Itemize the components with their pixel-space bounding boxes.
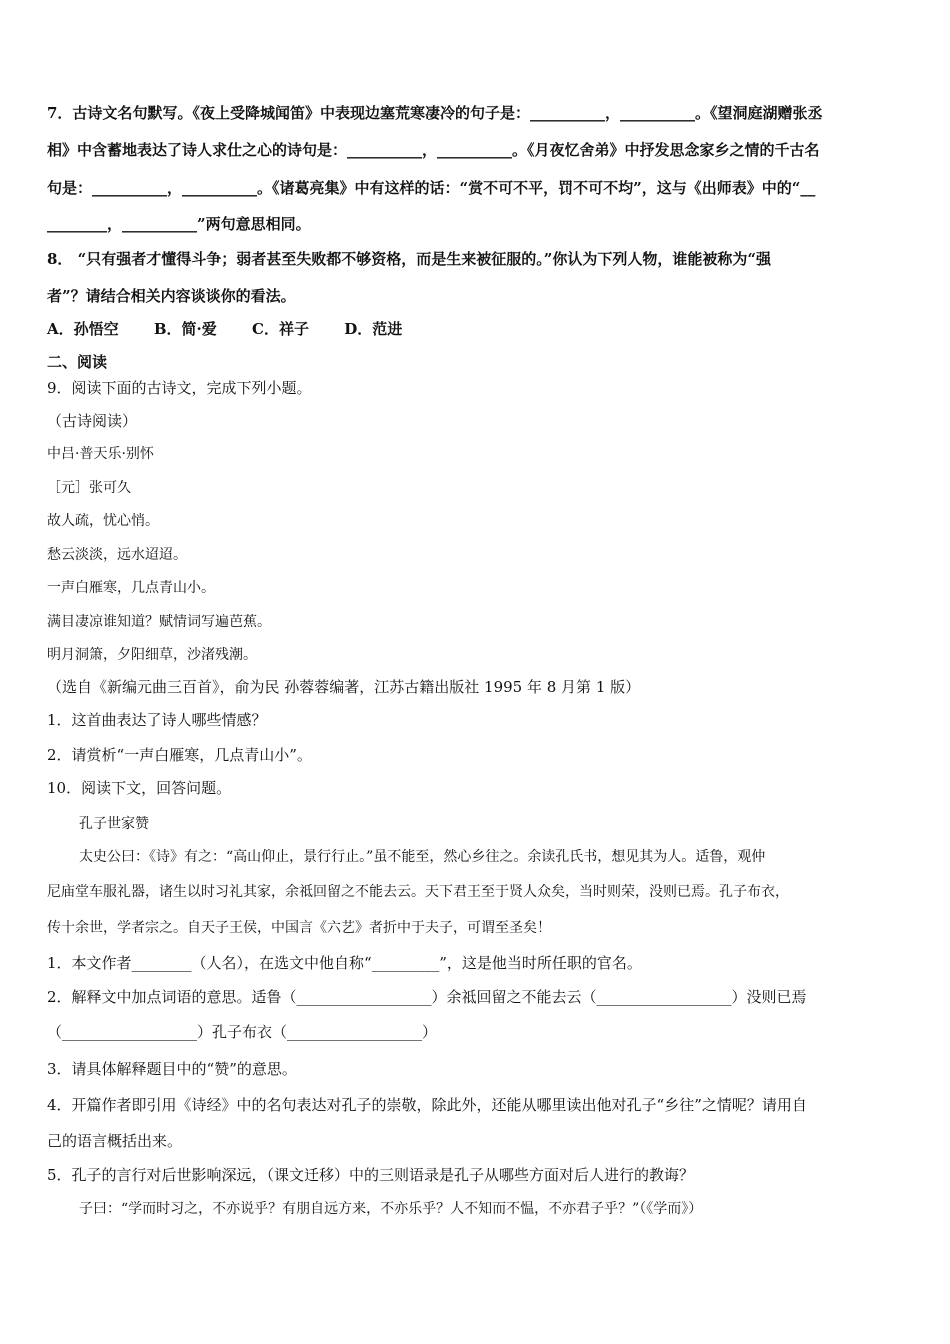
q7-line-3: 句是：__________，__________。《诸葛亮集》中有这样的话：“赏不可不平，罚不可不均”，这与《出师表》中的“__ [47,179,816,197]
q9-label: （古诗阅读） [47,412,138,430]
choice-b: B．简·爱 [153,320,217,338]
q7-line-1: 7．古诗文名句默写。《夜上受降城闻笛》中表现边塞荒寒凄冷的句子是：__________，__________。《望洞庭湖赠张丞 [47,104,823,122]
q10-sub-4: 4．开篇作者即引用《诗经》中的名句表达对孔子的崇敬，除此外，还能从哪里读出他对孔子“乡往”之情呢？请用自 [47,1096,807,1114]
article-title: 孔子世家赞 [79,816,149,832]
poem-author: ［元］张可久 [47,480,131,496]
q10-intro: 10．阅读下文，回答问题。 [47,779,232,797]
poem-line: 愁云淡淡，远水迢迢。 [47,547,187,563]
poem-line: 满目凄凉谁知道？赋情词写遍芭蕉。 [47,614,271,630]
q9-sub-2: 2．请赏析“一声白雁寒，几点青山小”。 [47,746,312,764]
q7-line-4: ________，__________”两句意思相同。 [47,215,311,233]
q8-line-1: 8． “只有强者才懂得斗争；弱者甚至失败都不够资格，而是生来被征服的。”你认为下列人物，谁能被称为“强 [47,250,772,268]
article-para: 传十余世，学者宗之。自天子王侯，中国言《六艺》者折中于夫子，可谓至圣矣！ [47,920,551,936]
q10-sub-5: 5．孔子的言行对后世影响深远，（课文迁移）中的三则语录是孔子从哪些方面对后人进行的教诲？ [47,1166,695,1184]
poem-line: 明月洞箫，夕阳细草，沙渚残潮。 [47,647,257,663]
q10-sub-3: 3．请具体解释题目中的“赞”的意思。 [47,1060,297,1078]
choice-a: A．孙悟空 [47,320,119,338]
article-para: 尼庙堂车服礼器，诸生以时习礼其家，余祗回留之不能去云。天下君王至于贤人众矣，当时则荣，没则已焉。孔子布衣， [47,884,789,900]
q10-sub-2: 2．解释文中加点词语的意思。适鲁（__________________）余祗回留之不能去云（__________________）没则已焉 [47,988,807,1006]
q10-sub-4-cont: 己的语言概括出来。 [47,1132,183,1150]
q7-line-2: 相》中含蓄地表达了诗人求仕之心的诗句是：__________，__________。《月夜忆舍弟》中抒发思念家乡之情的千古名 [47,141,820,159]
q9-intro: 9．阅读下面的古诗文，完成下列小题。 [47,379,312,397]
choice-c: C．祥子 [252,320,309,338]
q10-sub-2-cont: （__________________）孔子布衣（__________________） [47,1023,438,1041]
q10-sub-1: 1．本文作者________（人名），在选文中他自称“_________”，这是他当时所任职的官名。 [47,954,642,972]
poem-line: 故人疏，忧心悄。 [47,513,159,529]
q8-line-2: 者”？请结合相关内容谈谈你的看法。 [47,287,296,305]
article-para: 太史公曰：《诗》有之：“高山仰止，景行行止。”虽不能至，然心乡往之。余读孔氏书，想见其为人。适鲁，观仲 [79,849,766,865]
poem-source: （选自《新编元曲三百首》，俞为民 孙蓉蓉编著，江苏古籍出版社 1995 年 8 月第 1 版） [47,678,641,696]
q8-choices [47,319,910,339]
section-heading: 二、阅读 [47,353,108,371]
q9-sub-1: 1．这首曲表达了诗人哪些情感？ [47,711,267,729]
poem-title: 中吕·普天乐·别怀 [47,446,154,462]
poem-line: 一声白雁寒，几点青山小。 [47,580,215,596]
quote-line: 子曰：“学而时习之，不亦说乎？有朋自远方来，不亦乐乎？人不知而不愠，不亦君子乎？”（《学而》） [79,1201,703,1217]
choice-d: D．范进 [344,320,403,338]
